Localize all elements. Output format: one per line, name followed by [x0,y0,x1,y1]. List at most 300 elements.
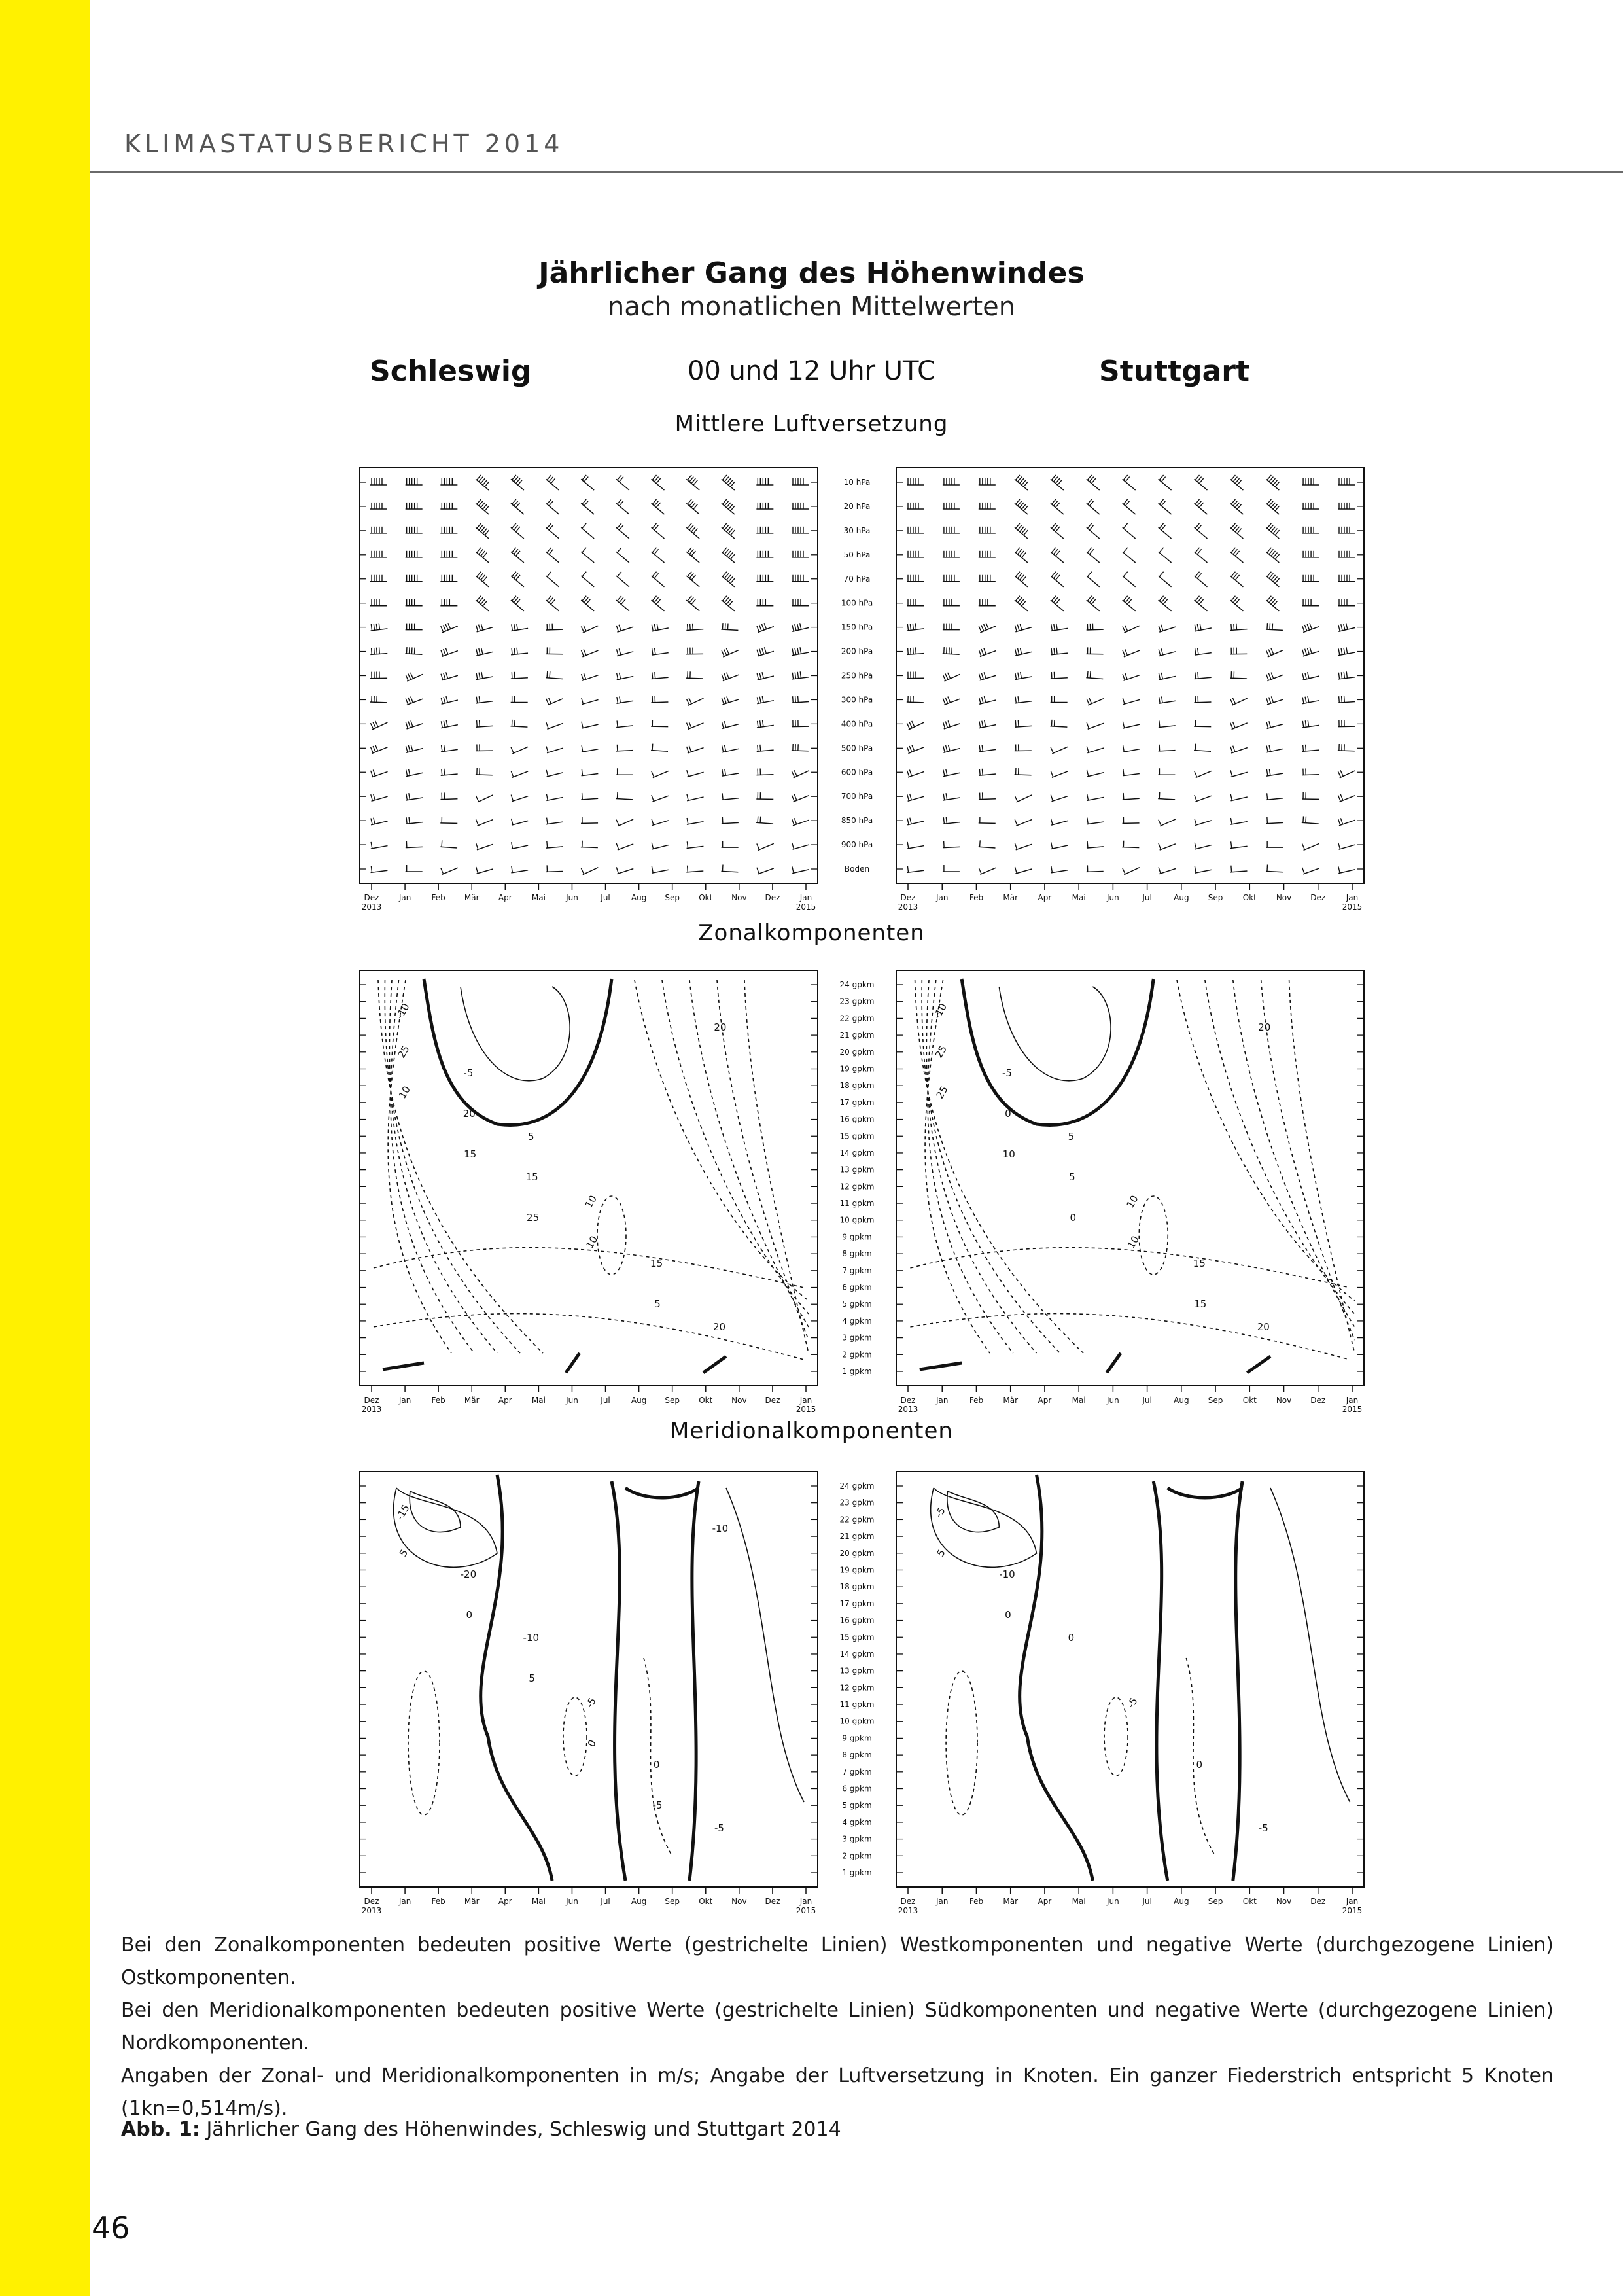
wind-barb [1266,623,1283,630]
month-tick-label: Mär [1003,893,1019,902]
wind-barb [475,695,493,703]
wind-barb [792,575,809,582]
yellow-margin-bar [0,0,90,2296]
month-tick-label: Apr [498,1396,512,1405]
wind-barb [370,696,387,703]
contour-positive [385,980,520,1353]
wind-barb [756,838,774,850]
contour-value-label: 5 [654,1298,661,1310]
wind-barb [1195,523,1212,539]
level-label: 700 hPa [841,792,873,802]
wind-barb [370,766,388,777]
wind-barb [720,669,739,681]
level-label: 11 gpkm [839,1700,875,1710]
wind-barb [1302,478,1319,485]
wind-barb [1121,620,1140,633]
month-tick-label: Sep [665,1897,680,1906]
wind-barb [1302,599,1319,606]
wind-barb [1265,767,1283,776]
month-tick-label: Dez [900,893,916,902]
level-label: 10 gpkm [839,1716,875,1726]
contour-value-label: -10 [712,1523,729,1534]
wind-barb [545,791,563,801]
contour-value-label: -5 [652,1799,663,1811]
wind-barb [1014,646,1032,656]
contour-value-label: 0 [1005,1609,1011,1621]
month-tick-label: Okt [699,1396,713,1405]
wind-barb [792,599,809,606]
wind-barb [616,792,633,800]
wind-barb [1337,789,1355,802]
contour-positive [1139,1196,1168,1275]
wind-barb [1123,474,1140,490]
wind-barb [1229,717,1248,730]
wind-barb [791,765,809,778]
contour-value-label: 25 [527,1212,540,1224]
wind-barb [1014,670,1032,679]
wind-barb [1123,595,1140,610]
wind-barb [1302,527,1319,533]
wind-barb [1086,791,1104,801]
month-tick-label: Apr [498,893,512,902]
wind-barb [1158,744,1175,751]
wind-barb [440,527,457,533]
wind-barb [686,623,704,631]
month-tick-label: Dez [364,893,379,902]
wind-barb [1121,694,1140,705]
level-label: 20 gpkm [839,1548,875,1558]
wind-barb [756,599,773,606]
contour-zero-line [1168,1488,1242,1498]
contour-value-label: 0 [653,1759,660,1771]
contour-value-label: 0 [1005,1108,1011,1120]
contour-zero-line [962,979,1153,1125]
wind-barb [1338,551,1355,557]
level-label: 23 gpkm [839,1498,875,1508]
month-tick-label: Dez [900,1396,916,1405]
year-end-label: 2015 [1342,902,1363,910]
wind-barb [652,595,669,610]
contour-value-label: 10 [584,1233,601,1251]
wind-barb [370,599,387,606]
wind-barb [756,743,774,751]
wind-barb [1230,623,1248,631]
wind-barb [1087,571,1104,586]
wind-barb [1301,694,1319,704]
level-axis [840,980,875,1376]
contour-value-label: -5 [932,1505,948,1520]
wind-barb [1086,840,1104,848]
wind-barb [650,814,669,825]
wind-barb [943,624,960,630]
wind-barb [1122,841,1139,848]
wind-barb [1265,718,1283,728]
month-tick-label: Jun [566,1396,578,1405]
wind-barb [756,816,774,824]
wind-barb [615,838,633,850]
wind-barb [404,717,423,729]
month-tick-label: Aug [1174,893,1189,902]
contour-negative [1270,1488,1350,1802]
wind-barb [1229,815,1247,824]
wind-barb [1050,864,1068,873]
wind-barb [546,474,563,490]
wind-barb [722,547,739,563]
wind-barb [1230,864,1248,872]
wind-barb [791,789,809,802]
panel-left [360,468,818,910]
wind-barb [1195,547,1212,563]
wind-barb [1087,547,1104,563]
wind-barb [405,766,423,776]
wind-barb [1015,523,1032,539]
wind-barb [440,575,457,582]
wind-barb [720,693,739,705]
wind-barb [1158,694,1176,703]
wind-barb [1302,768,1319,775]
wind-barb [756,792,773,799]
month-tick-label: Dez [900,1897,916,1906]
wind-barb [1337,671,1355,679]
wind-barb [475,813,493,826]
wind-barb [476,768,493,775]
wind-barb [1302,503,1319,509]
wind-barb [686,766,704,777]
wind-barb [580,694,599,705]
wind-barb [943,865,960,872]
contour-positive [408,1671,440,1815]
wind-barb [1157,813,1176,826]
wind-barb [546,865,563,872]
month-tick-label: Apr [1038,1897,1052,1906]
wind-barb [1122,768,1140,776]
contour-value-label: 10 [582,1193,599,1210]
wind-barb [1266,571,1283,586]
wind-barb [1087,647,1104,654]
wind-barb [440,817,457,823]
wind-barb [406,575,423,582]
month-tick-label: Aug [631,1396,647,1405]
wind-barb [440,792,457,800]
wind-barb [615,621,633,633]
wind-barb [1157,838,1176,850]
level-label: 900 hPa [841,840,873,850]
wind-barb [511,474,528,490]
wind-barb [721,718,739,728]
contour-zero-line [612,1481,625,1881]
wind-barb [1158,719,1176,728]
wind-barb [652,474,669,490]
wind-barb [440,599,457,606]
wind-barb [1338,599,1355,606]
month-tick-label: Mai [1072,1897,1086,1906]
wind-barb [546,815,563,824]
month-tick-label: Okt [1242,893,1257,902]
month-tick-label: Jan [398,893,411,902]
wind-barb [721,743,739,752]
contour-value-label: 5 [1069,1171,1075,1183]
month-tick-label: Jan [935,893,949,902]
level-label: 20 hPa [843,501,871,511]
level-label: 8 gpkm [842,1249,872,1259]
contour-zero-line [383,1353,726,1373]
wind-barb [580,620,599,633]
wind-barb [1013,789,1032,802]
wind-barb [511,523,528,539]
wind-barb [1050,671,1067,679]
wind-barb [1121,645,1140,657]
wind-barb [906,815,924,825]
wind-barb [721,792,739,800]
wind-barb [1301,645,1319,656]
wind-barb [651,743,669,751]
running-head: KLIMASTATUSBERICHT 2014 [124,130,564,158]
contour-positive [946,1671,977,1815]
wind-barb [907,599,924,606]
contour-value-label: -5 [1002,1067,1012,1079]
zonal-figure [353,961,1370,1412]
level-label: 11 gpkm [839,1199,875,1209]
wind-barb [791,671,809,679]
wind-barb [720,644,739,657]
contour-positive [910,1314,1350,1360]
level-label: 3 gpkm [842,1333,872,1343]
contour-value-label: 5 [934,1547,948,1559]
month-tick-label: Sep [1208,893,1223,902]
wind-barb [616,547,633,563]
wind-barb [1230,595,1247,610]
year-end-label: 2015 [795,902,816,910]
month-tick-label: Mär [464,1396,480,1405]
wind-barb [406,865,423,872]
wind-barb [546,571,563,586]
wind-barb [686,474,703,490]
wind-barb [686,790,704,801]
level-label: 4 gpkm [842,1817,872,1827]
wind-barb [616,719,633,728]
year-end-label: 2015 [795,1405,816,1412]
wind-barb [977,862,996,874]
wind-barb [370,815,388,825]
month-tick-label: Mai [1072,893,1086,902]
wind-barb [942,816,960,824]
meridional-chart [353,1462,1370,1913]
contour-value-label: -5 [1258,1822,1268,1834]
month-tick-label: Okt [699,1897,713,1906]
level-label: 13 gpkm [839,1165,875,1174]
wind-barb [1195,571,1212,586]
wind-barb [1337,646,1355,655]
wind-barb [942,693,960,705]
wind-barb [580,669,599,680]
wind-barb [650,622,668,631]
level-label: 100 hPa [841,598,873,608]
wind-barb [475,621,493,632]
wind-barb [1123,571,1140,586]
month-tick-label: Feb [969,1897,984,1906]
wind-barb [1087,499,1104,514]
contour-value-label: -5 [463,1067,474,1079]
wind-barb [1230,647,1247,654]
level-label: 10 hPa [843,478,871,487]
wind-barb [977,620,996,633]
time-label: 00 und 12 Uhr UTC [687,356,936,386]
wind-barb [756,620,774,632]
wind-barb [979,503,996,509]
wind-barb [545,692,563,705]
month-tick-label: Okt [1242,1396,1257,1405]
wind-barb [1266,816,1283,823]
wind-barb [1194,646,1212,656]
wind-barb [546,671,563,679]
wind-barb [1159,523,1176,539]
wind-barb [405,840,422,847]
wind-barb [546,595,563,610]
wind-barb [511,499,528,514]
month-tick-label: Feb [969,893,984,902]
wind-barb [1015,547,1032,563]
wind-barb [907,575,924,582]
month-tick-label: Sep [665,1396,680,1405]
wind-barb [476,595,493,610]
month-tick-label: Mai [531,893,546,902]
wind-barb [510,720,527,727]
wind-barb [440,669,458,680]
wind-barb [1015,768,1032,775]
wind-barb [546,623,563,630]
wind-barb [1086,865,1103,872]
wind-barb [650,839,669,849]
wind-barb [616,595,633,610]
wind-barb [475,862,493,874]
wind-barb [792,527,809,533]
month-tick-label: Nov [731,1897,747,1906]
wind-barb [510,790,528,802]
wind-barb [722,499,739,514]
wind-barb [1051,571,1068,586]
wind-barb [791,814,809,826]
wind-barb [1015,595,1032,610]
wind-barb [943,478,960,485]
wind-barb [615,862,633,874]
month-tick-label: Feb [431,1396,445,1405]
level-label: 17 gpkm [839,1097,875,1107]
panel-left [360,970,818,1412]
wind-barb [686,864,704,872]
wind-barb [1193,814,1212,825]
wind-barb [1195,499,1212,514]
wind-barb [979,551,996,557]
month-tick-label: Dez [765,893,780,902]
wind-barb [475,838,493,850]
wind-barb [1051,523,1068,539]
wind-barb [756,478,773,485]
wind-barb [906,741,924,754]
wind-barb [1013,813,1032,826]
panel-frame [896,1472,1364,1887]
wind-barb [475,646,493,656]
wind-barb [979,527,996,533]
wind-barb [1122,743,1140,752]
figure-title: Jährlicher Gang des Höhenwindes [538,256,1085,290]
month-tick-label: Mai [531,1396,546,1405]
contour-negative [947,1491,999,1532]
wind-barb [686,547,703,563]
wind-barb [370,503,387,509]
level-label: 10 gpkm [839,1215,875,1225]
wind-barb [580,768,598,776]
wind-barb [1230,474,1247,490]
wind-barb [756,575,773,582]
wind-barb [370,478,387,485]
contour-value-label: 20 [714,1021,727,1033]
section-title-zonal: Zonalkomponenten [698,920,925,946]
wind-barb [1302,575,1319,582]
wind-barb [1015,499,1032,514]
level-label: 12 gpkm [839,1683,875,1693]
wind-barb [1159,474,1176,490]
wind-barb [1266,547,1283,563]
level-label: 9 gpkm [842,1733,872,1743]
month-tick-label: Okt [699,893,713,902]
wind-barb [405,816,423,824]
level-label: 5 gpkm [842,1299,872,1309]
wind-barb [440,718,457,728]
wind-barb [721,816,738,823]
month-tick-label: Jul [601,1897,610,1906]
level-label: 18 gpkm [839,1081,875,1091]
wind-barb [580,862,599,875]
month-tick-label: Jan [1346,1897,1359,1906]
wind-barb [1194,696,1211,703]
wind-barb [370,622,387,631]
wind-barb [370,864,387,872]
wind-barb [652,499,669,514]
level-label: 21 gpkm [839,1031,875,1040]
wind-barb [1050,646,1068,655]
wind-barb [721,864,738,872]
wind-barb [943,551,960,557]
wind-barb [1194,743,1212,751]
wind-barb [1194,671,1212,679]
contour-positive [644,1658,671,1854]
month-tick-label: Dez [1310,1897,1326,1906]
month-tick-label: Feb [431,893,445,902]
wind-barb [440,743,458,752]
level-label: 20 gpkm [839,1047,875,1057]
contour-value-label: 5 [1068,1131,1075,1142]
wind-barb [907,478,924,485]
explanation-units: Angaben der Zonal- und Meridionalkomponenten in m/s; Angabe der Luftversetzung in Knoten. Ein ganzer Fiederstrich entspricht 5 Knoten (1kn=0,514m/s). [121,2064,1554,2120]
contour-negative [726,1488,804,1802]
contour-value-label: 5 [529,1672,535,1684]
figure-subtitle: nach monatlichen Mittelwerten [607,292,1016,322]
month-tick-label: Nov [1276,1396,1292,1405]
wind-barb [792,744,809,751]
month-tick-label: Jan [398,1396,411,1405]
wind-barb [1086,623,1103,630]
year-start-label: 2013 [898,1405,918,1412]
wind-barb [370,647,388,655]
contour-negative [931,1488,1037,1567]
wind-barb [1050,622,1068,631]
wind-barb [476,571,493,586]
contour-value-label: 25 [934,1084,951,1101]
wind-barb [1265,669,1283,681]
month-tick-label: Dez [765,1396,780,1405]
meridional-figure [353,1462,1370,1913]
level-label: Boden [844,864,870,874]
